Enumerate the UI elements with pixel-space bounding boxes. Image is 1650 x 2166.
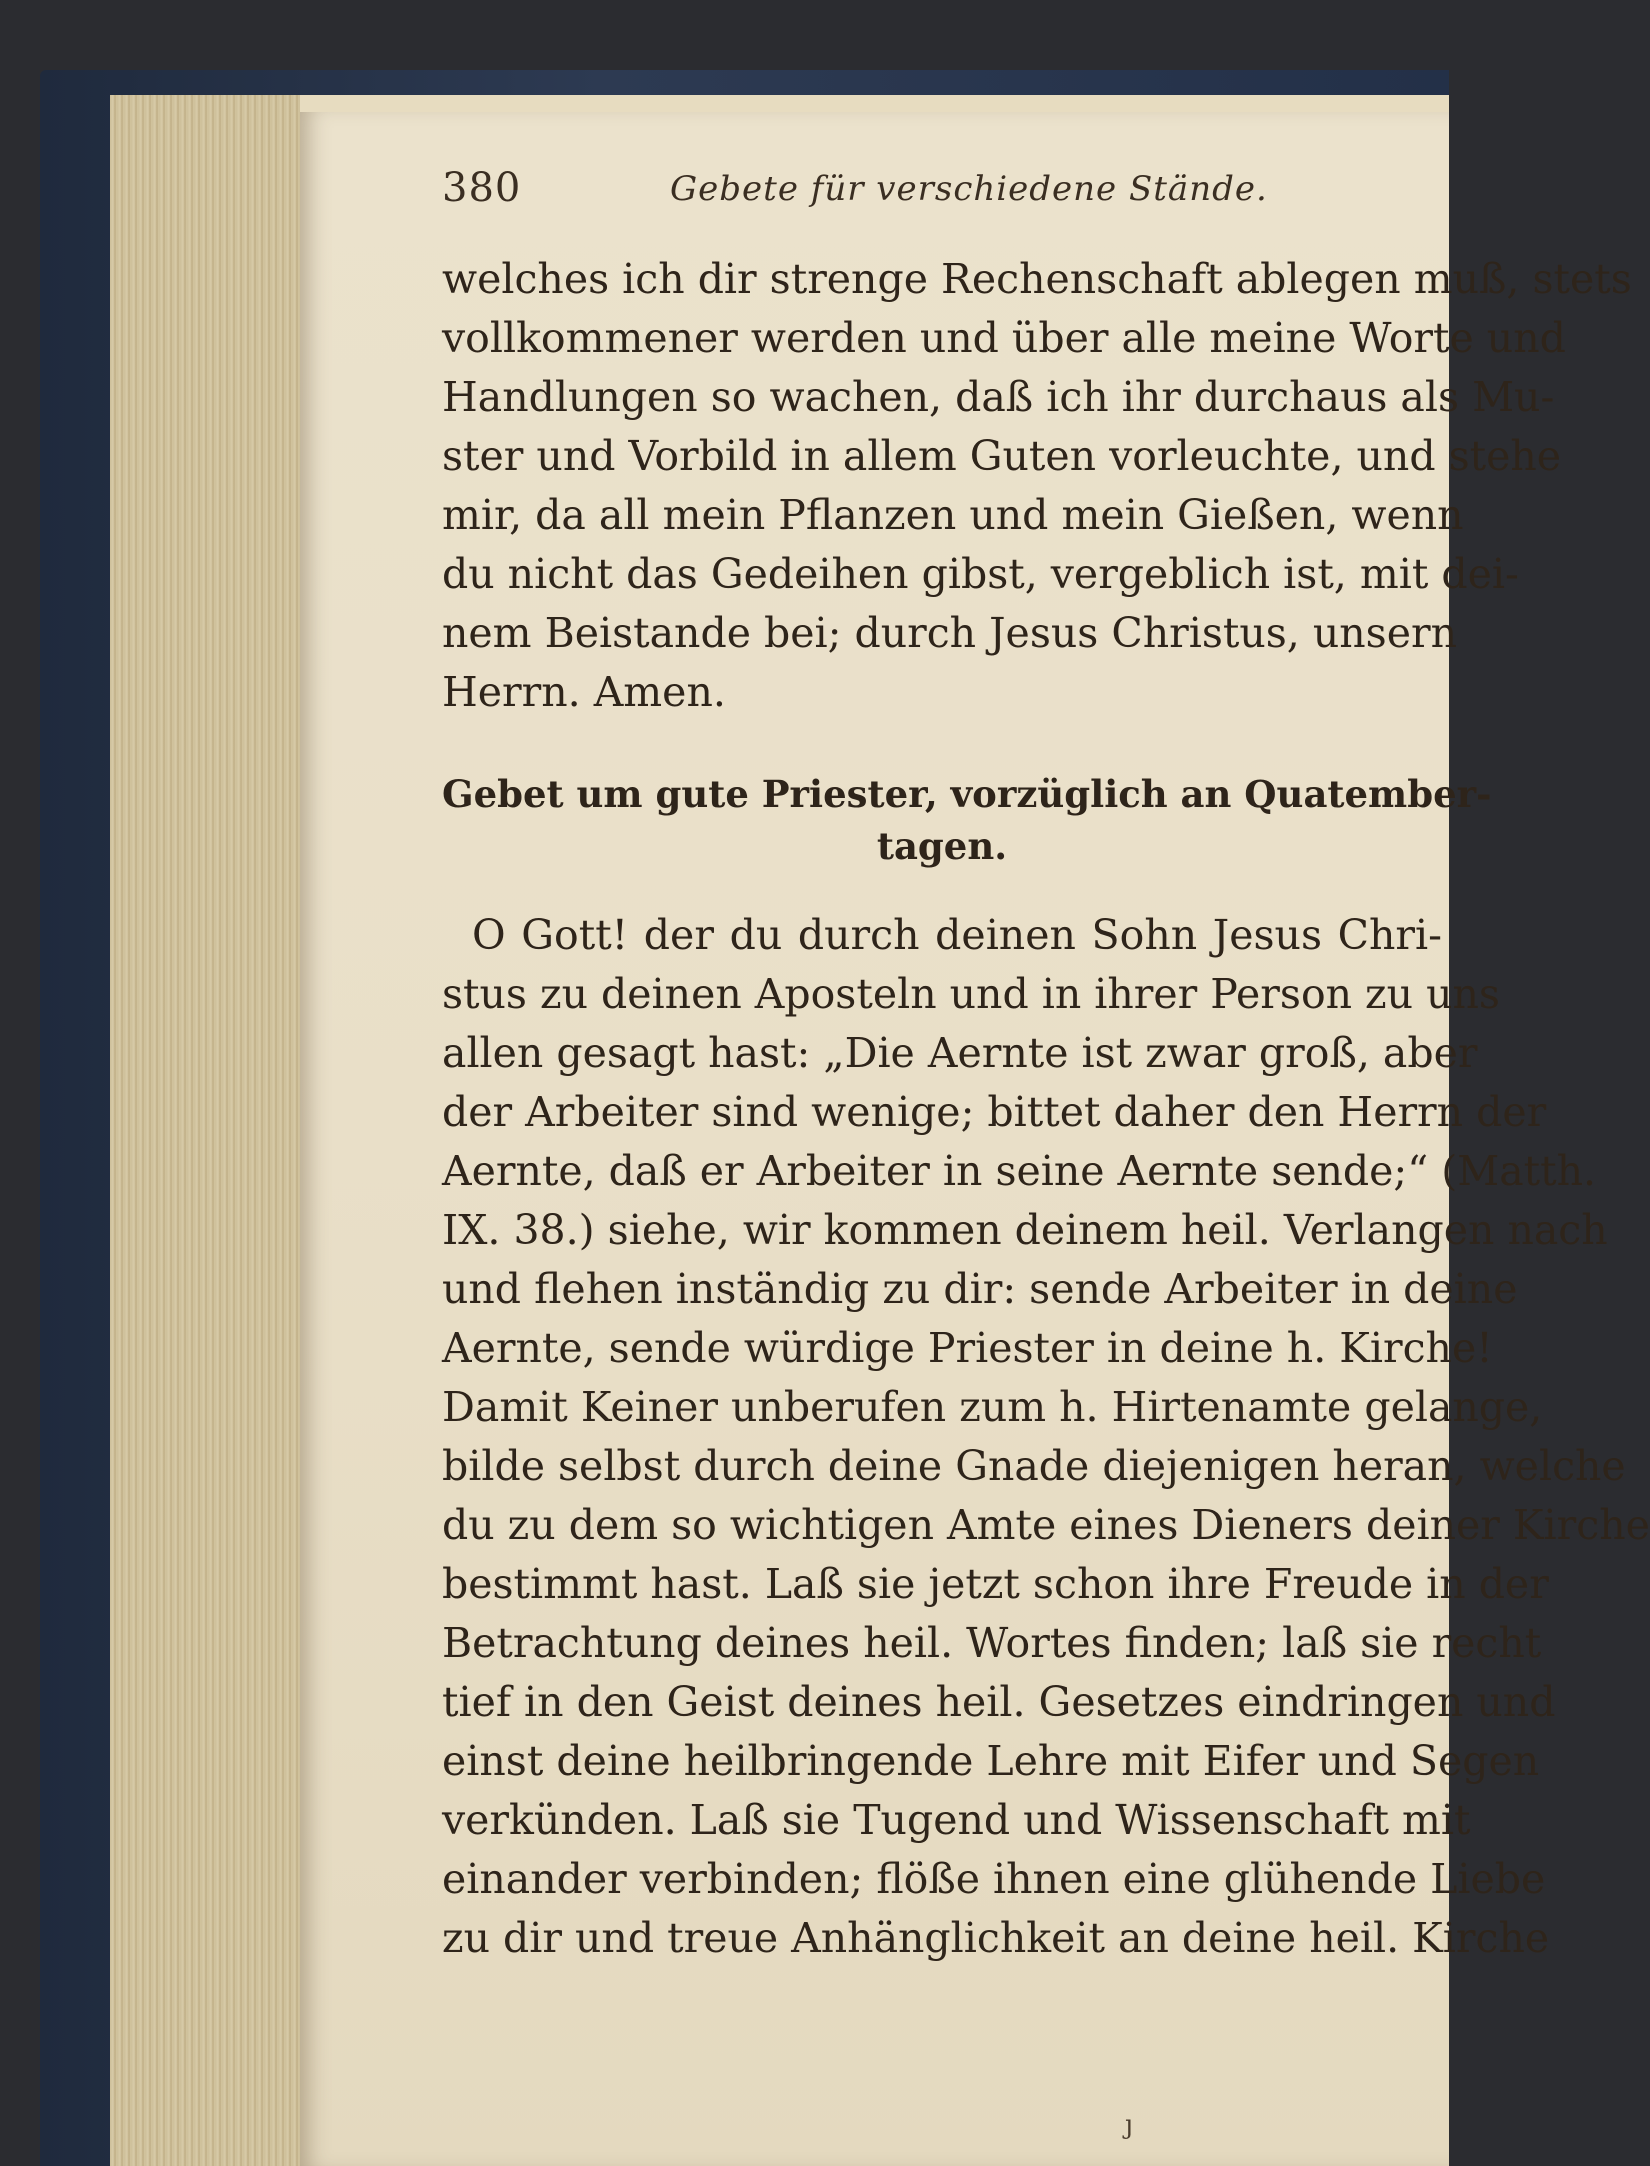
heading-line: tagen. — [876, 824, 1008, 868]
text-line: Betrachtung deines heil. Wortes finden; laß sie recht — [442, 1619, 1542, 1667]
text-line: der Arbeiter sind wenige; bittet daher den Herrn der — [442, 1088, 1547, 1136]
prayer-heading — [442, 768, 1492, 872]
page-header — [442, 165, 1342, 225]
paragraph-1 — [442, 250, 1632, 722]
text-line: IX. 38.) siehe, wir kommen deinem heil. Verlangen nach — [442, 1206, 1608, 1254]
text-line: O Gott! der du durch deinen Sohn Jesus Chri- — [472, 911, 1442, 959]
text-line: stus zu deinen Aposteln und in ihrer Person zu uns — [442, 970, 1500, 1018]
text-line: und flehen inständig zu dir: sende Arbeiter in deine — [442, 1265, 1518, 1313]
text-line: Handlungen so wachen, daß ich ihr durchaus als Mu- — [442, 373, 1555, 421]
text-line: vollkommener werden und über alle meine Worte und — [442, 314, 1566, 362]
text-line: du zu dem so wichtigen Amte eines Dieners deiner Kirche — [442, 1501, 1650, 1549]
text-line: mir, da all mein Pflanzen und mein Gießen, wenn — [442, 491, 1464, 539]
text-line: einander verbinden; flöße ihnen eine glühende Liebe — [442, 1855, 1546, 1903]
footer-mark: ȷ — [1125, 2110, 1134, 2140]
text-line: Herrn. Amen. — [442, 668, 726, 716]
text-line: tief in den Geist deines heil. Gesetzes eindringen und — [442, 1678, 1556, 1726]
text-line: verkünden. Laß sie Tugend und Wissenschaft mit — [442, 1796, 1471, 1844]
text-line: zu dir und treue Anhänglichkeit an deine heil. Kirche — [442, 1914, 1550, 1962]
text-line: Aernte, daß er Arbeiter in seine Aernte sende;“ (Matth. — [442, 1147, 1597, 1195]
text-line: ster und Vorbild in allem Guten vorleuchte, und stehe — [442, 432, 1562, 480]
running-head: Gebete für verschiedene Stände. — [670, 169, 1268, 209]
text-line: einst deine heilbringende Lehre mit Eifer und Segen — [442, 1737, 1540, 1785]
text-line: nem Beistande bei; durch Jesus Christus, unsern — [442, 609, 1457, 657]
text-line: du nicht das Gedeihen gibst, vergeblich ist, mit dei- — [442, 550, 1519, 598]
text-line: welches ich dir strenge Rechenschaft ablegen muß, stets — [442, 255, 1632, 303]
page-text — [442, 250, 1650, 1968]
page-edges — [110, 95, 300, 2166]
text-line: Damit Keiner unberufen zum h. Hirtenamte gelange, — [442, 1383, 1543, 1431]
page-number: 380 — [442, 165, 522, 211]
text-line: Aernte, sende würdige Priester in deine h. Kirche! — [442, 1324, 1493, 1372]
text-line: bilde selbst durch deine Gnade diejenigen heran, welche — [442, 1442, 1626, 1490]
heading-line: Gebet um gute Priester, vorzüglich an Quatember- — [442, 772, 1492, 816]
text-line: bestimmt hast. Laß sie jetzt schon ihre Freude in der — [442, 1560, 1549, 1608]
text-line: allen gesagt hast: „Die Aernte ist zwar groß, aber — [442, 1029, 1478, 1077]
paragraph-2 — [442, 906, 1650, 1968]
